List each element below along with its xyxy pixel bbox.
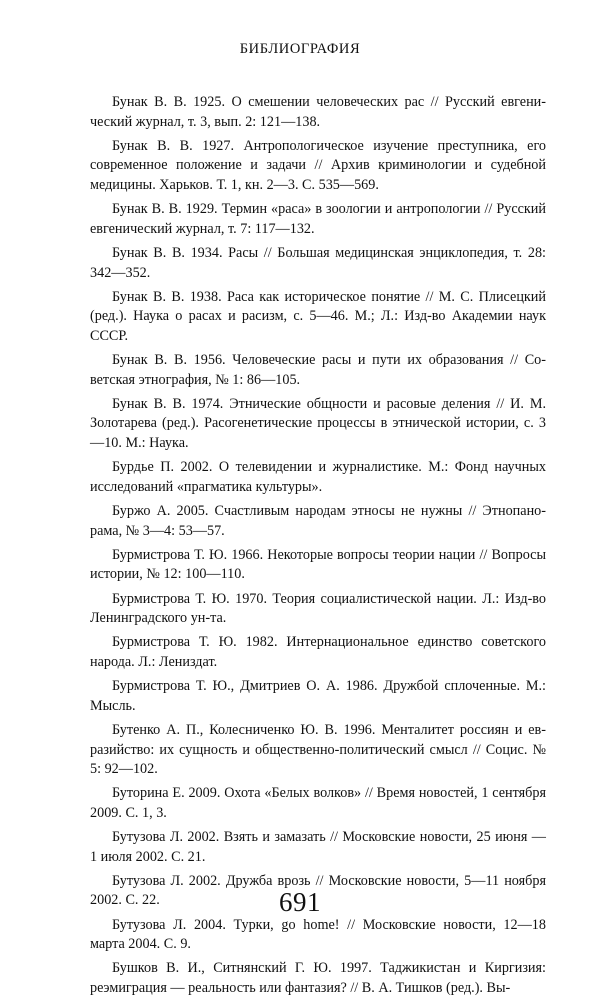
- bibliography-entry: Бутузова Л. 2002. Дружба врозь // Московские новости, 5—11 ноября 2002. С. 22.: [90, 872, 546, 909]
- bibliography-entry: Бунак В. В. 1956. Человеческие расы и пути их образования // Советская этнография, № 1: 86—105.: [90, 352, 546, 388]
- bibliography-list: [90, 93, 546, 1003]
- bibliography-entry: Бунак В. В. 1934. Расы // Большая медицинская энциклопедия, т. 28: 342—352.: [90, 244, 546, 281]
- bibliography-entry: Бунак В. В. 1938. Раса как историческое понятие // М. С. Плисецкий (ред.). Наука о расах и расизм, с. 5—46. М.; Л.: Изд-во Академии наук СССР.: [90, 288, 546, 344]
- bibliography-entry: Бушков В. И., Ситнянский Г. Ю. 1997. Таджикистан и Киргизия: реэмиграция — реальность или фантазия? // В. А. Тишков (ред.). Вы-: [90, 960, 546, 997]
- bibliography-entry: Бурмистрова Т. Ю. 1970. Теория социалистической нации. Л.: Изд-во Ленинградского ун-та.: [90, 590, 546, 627]
- bibliography-entry: Бутузова Л. 2002. Взять и замазать // Московские новости, 25 июня — 1 июля 2002. С. 21.: [90, 829, 546, 865]
- bibliography-entry: Бунак В. В. 1927. Антропологическое изучение преступника, его современное положение и задачи // Архив криминологии и судебной медицины. Харьков. Т. 1, кн. 2—3. С. 535—569.: [90, 137, 546, 193]
- page-number: 691: [279, 887, 321, 917]
- bibliography-entry: Бурмистрова Т. Ю., Дмитриев О. А. 1986. Дружбой сплоченные. М.: Мысль.: [90, 678, 546, 714]
- bibliography-entry: Буторина Е. 2009. Охота «Белых волков» // Время новостей, 1 сентября 2009. С. 1, 3.: [90, 785, 546, 821]
- bibliography-entry: Буржо А. 2005. Счастливым народам этносы не нужны // Этнопанорама, № 3—4: 53—57.: [90, 503, 546, 539]
- bibliography-entry: Бурмистрова Т. Ю. 1966. Некоторые вопросы теории нации // Вопросы истории, № 12: 100—110.: [90, 546, 546, 583]
- bibliography-entry: Бунак В. В. 1974. Этнические общности и расовые деления // И. М. Золотарева (ред.). Расогенетические процессы в этнической истории, с. 3—10. М.: Наука.: [90, 395, 546, 452]
- bibliography-entry: Бутузова Л. 2004. Турки, go home! // Московские новости, 12—18 марта 2004. С. 9.: [90, 916, 546, 953]
- bibliography-entry: Бунак В. В. 1925. О смешении человеческих рас // Русский евгенический журнал, т. 3, вып. 2: 121—138.: [90, 94, 546, 130]
- bibliography-entry: Бурмистрова Т. Ю. 1982. Интернациональное единство советского народа. Л.: Лениздат.: [90, 634, 546, 670]
- running-head: БИБЛИОГРАФИЯ: [239, 41, 361, 57]
- bibliography-entry: Бутенко А. П., Колесниченко Ю. В. 1996. Менталитет россиян и евразийство: их сущность и общественно-политический смысл // Социс. № 5: 92—102.: [90, 721, 546, 778]
- bibliography-entry: Бурдье П. 2002. О телевидении и журналистике. М.: Фонд научных исследований «прагматика культуры».: [90, 459, 546, 495]
- bibliography-entry: Бунак В. В. 1929. Термин «раса» в зоологии и антропологии // Русский евгенический журнал, т. 7: 117—132.: [90, 201, 546, 237]
